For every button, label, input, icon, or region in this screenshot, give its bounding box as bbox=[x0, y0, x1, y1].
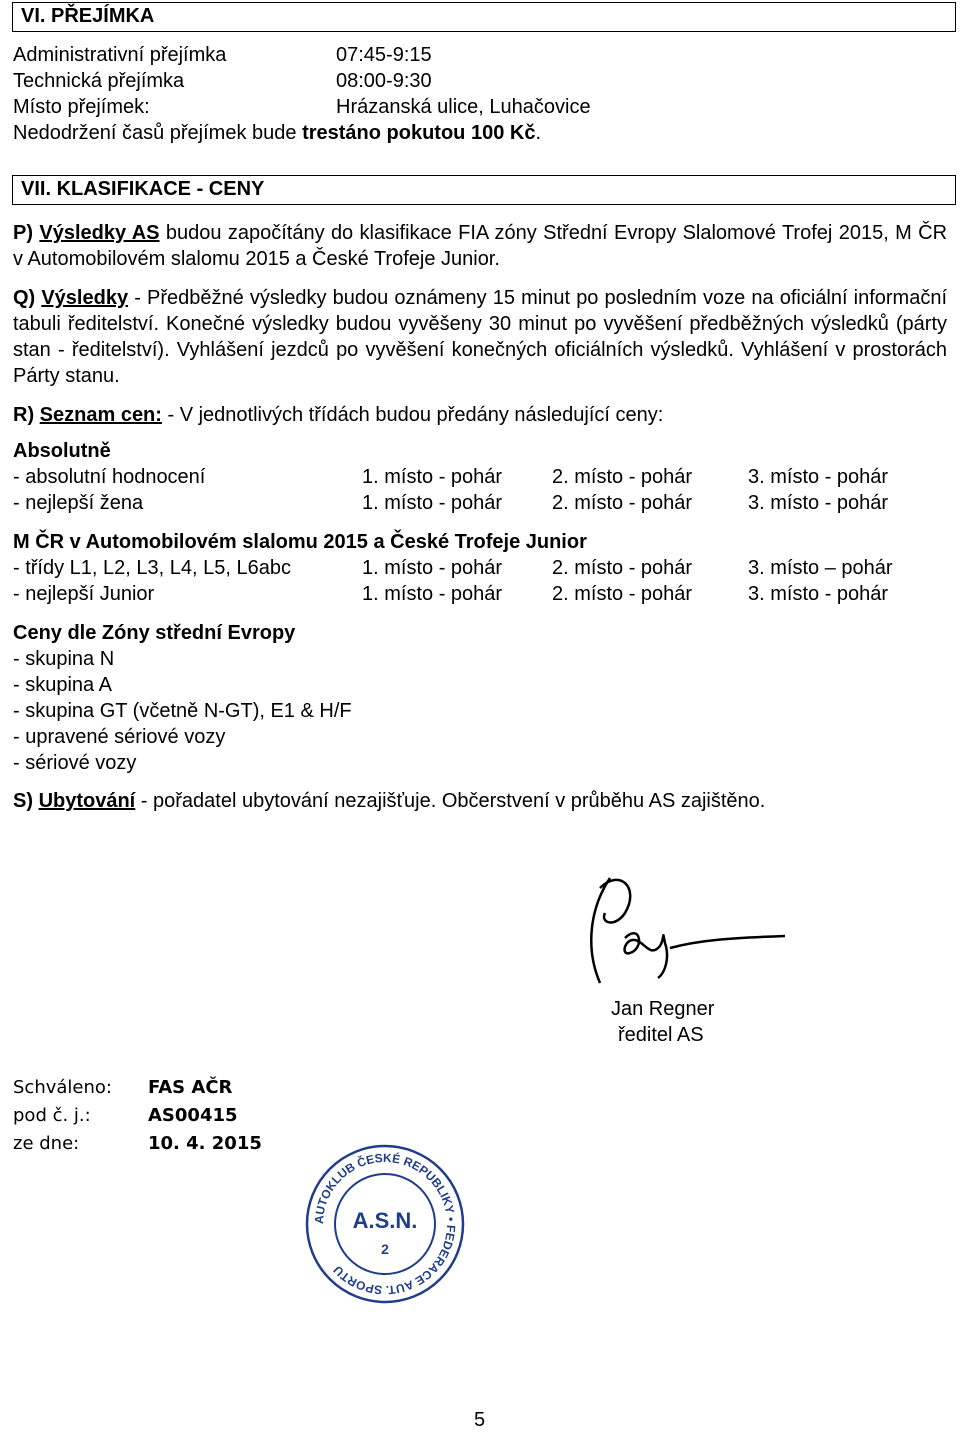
paragraph-q-mark: Q) bbox=[13, 287, 36, 309]
prize-label: - třídy L1, L2, L3, L4, L5, L6abc bbox=[13, 557, 291, 579]
absolute-heading: Absolutně bbox=[13, 440, 111, 462]
section-7-header bbox=[12, 175, 956, 205]
section-6-row-place-value: Hrázanská ulice, Luhačovice bbox=[336, 96, 591, 118]
approval-value: 10. 4. 2015 bbox=[148, 1133, 262, 1154]
approval-label: ze dne: bbox=[13, 1133, 80, 1154]
approval-value: AS00415 bbox=[148, 1105, 238, 1126]
penalty-bold: trestáno pokutou 100 Kč bbox=[302, 122, 536, 144]
stamp-number: 2 bbox=[381, 1241, 389, 1257]
section-6-header bbox=[12, 2, 956, 32]
approval-label: pod č. j.: bbox=[13, 1105, 91, 1126]
paragraph-s-mark: S) bbox=[13, 790, 33, 812]
paragraph-s-link: Ubytování bbox=[38, 790, 136, 812]
signatory-name: Jan Regner bbox=[611, 998, 715, 1020]
section-6-row-place-label: Místo přejímek: bbox=[13, 96, 150, 118]
prize-label: - nejlepší Junior bbox=[13, 583, 155, 605]
signatory-role: ředitel AS bbox=[618, 1024, 704, 1046]
paragraph-p bbox=[13, 220, 947, 272]
paragraph-p-link: Výsledky AS bbox=[39, 222, 160, 244]
paragraph-q bbox=[13, 285, 947, 389]
paragraph-r-mark: R) bbox=[13, 404, 35, 426]
section-6-title: VI. PŘEJÍMKA bbox=[21, 5, 155, 27]
section-6-row-admin-value: 07:45-9:15 bbox=[336, 44, 432, 66]
section-7-title: VII. KLASIFIKACE - CENY bbox=[21, 178, 265, 200]
penalty-suffix: . bbox=[535, 122, 542, 144]
paragraph-r-link: Seznam cen: bbox=[39, 404, 162, 426]
official-stamp bbox=[300, 1142, 470, 1307]
prize-first: 1. místo - pohár bbox=[362, 492, 503, 514]
paragraph-s bbox=[13, 790, 765, 813]
section-6-penalty bbox=[13, 122, 541, 145]
paragraph-p-mark: P) bbox=[13, 222, 33, 244]
prize-third: 3. místo - pohár bbox=[748, 466, 889, 488]
prize-second: 2. místo - pohár bbox=[552, 492, 693, 514]
handwritten-signature bbox=[570, 868, 790, 988]
zone-item: - skupina N bbox=[13, 648, 115, 670]
prize-first: 1. místo - pohár bbox=[362, 583, 503, 605]
prize-third: 3. místo - pohár bbox=[748, 583, 889, 605]
paragraph-p-text: budou započítány do klasifikace FIA zóny Střední Evropy Slalomové Trofej 2015, M ČR v Automobilovém slalomu 2015 a České Trofeje Junior. bbox=[13, 222, 948, 270]
approval-label: Schváleno: bbox=[13, 1077, 112, 1098]
prize-first: 1. místo - pohár bbox=[362, 466, 503, 488]
zone-heading: Ceny dle Zóny střední Evropy bbox=[13, 622, 296, 644]
paragraph-r bbox=[13, 404, 663, 427]
paragraph-s-text: - pořadatel ubytování nezajišťuje. Občerstvení v průběhu AS zajištěno. bbox=[135, 790, 766, 812]
section-6-row-admin-label: Administrativní přejímka bbox=[13, 44, 227, 66]
stamp-center-text: A.S.N. bbox=[352, 1208, 418, 1233]
page-number: 5 bbox=[474, 1409, 486, 1431]
paragraph-q-link: Výsledky bbox=[41, 287, 129, 309]
prize-label: - absolutní hodnocení bbox=[13, 466, 206, 488]
penalty-prefix: Nedodržení časů přejímek bude bbox=[13, 122, 303, 144]
zone-item: - skupina A bbox=[13, 674, 112, 696]
paragraph-r-text: - V jednotlivých třídách budou předány následující ceny: bbox=[161, 404, 664, 426]
zone-item: - skupina GT (včetně N-GT), E1 & H/F bbox=[13, 700, 352, 722]
approval-value: FAS AČR bbox=[148, 1077, 233, 1098]
mcr-heading: M ČR v Automobilovém slalomu 2015 a České Trofeje Junior bbox=[13, 531, 587, 553]
stamp-ring-text: AUTOKLUB ČESKÉ REPUBLIKY • FEDERACE AUT. SPORTU bbox=[311, 1150, 459, 1298]
prize-second: 2. místo - pohár bbox=[552, 583, 693, 605]
section-6-row-tech-value: 08:00-9:30 bbox=[336, 70, 432, 92]
prize-third: 3. místo - pohár bbox=[748, 492, 889, 514]
prize-label: - nejlepší žena bbox=[13, 492, 144, 514]
prize-second: 2. místo - pohár bbox=[552, 466, 693, 488]
prize-third: 3. místo – pohár bbox=[748, 557, 893, 579]
section-6-row-tech-label: Technická přejímka bbox=[13, 70, 185, 92]
prize-first: 1. místo - pohár bbox=[362, 557, 503, 579]
zone-item: - sériové vozy bbox=[13, 752, 137, 774]
zone-item: - upravené sériové vozy bbox=[13, 726, 226, 748]
prize-second: 2. místo - pohár bbox=[552, 557, 693, 579]
paragraph-q-text: - Předběžné výsledky budou oznámeny 15 minut po posledním voze na oficiální informační tabuli ředitelství. Konečné výsledky budou vyvěšeny 30 minut po vyvěšení předběžných výsledků (párty stan - ředitelství). Vyhlášení jezdců po vyvěšení konečných oficiálních výsledků. Vyhlášení v prostorách Párty stanu. bbox=[13, 287, 947, 387]
